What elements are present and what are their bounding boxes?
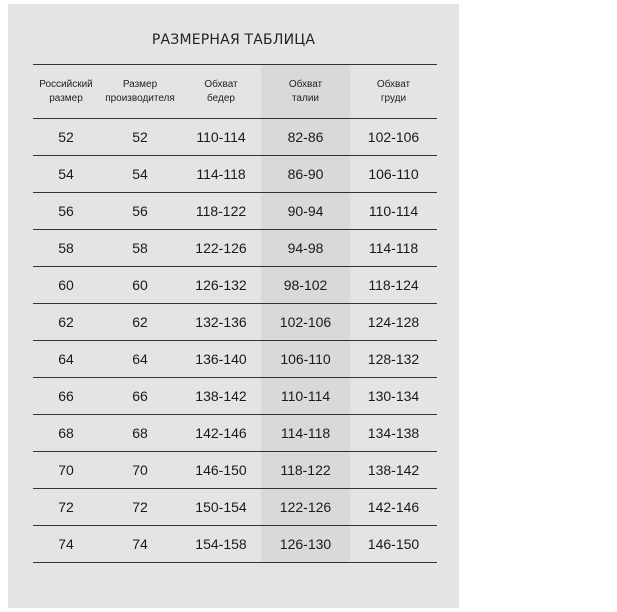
- cell-chest-girth: 146-150: [367, 536, 420, 552]
- size-chart-sheet: [8, 4, 459, 608]
- cell-waist-girth: 102-106: [261, 304, 350, 340]
- cell-russian-size: 68: [58, 425, 74, 441]
- cell-manufacturer-size: 58: [132, 240, 148, 256]
- cell-hip-girth: 146-150: [195, 462, 247, 478]
- cell-waist-girth: 126-130: [261, 526, 350, 562]
- cell-manufacturer-size: 52: [132, 129, 148, 145]
- table-row: [33, 267, 437, 304]
- cell-manufacturer-size: 72: [132, 499, 148, 515]
- cell-chest-girth: 118-124: [368, 277, 419, 293]
- table-row: [33, 452, 437, 489]
- cell-chest-girth: 114-118: [368, 240, 419, 256]
- cell-waist-girth: 98-102: [261, 267, 350, 303]
- table-row: [33, 156, 437, 193]
- table-row: [33, 378, 437, 415]
- size-table: [33, 64, 437, 563]
- cell-waist-girth: 82-86: [261, 119, 350, 155]
- cell-manufacturer-size: 74: [132, 536, 148, 552]
- table-row: [33, 341, 437, 378]
- cell-hip-girth: 132-136: [195, 314, 247, 330]
- cell-russian-size: 62: [58, 314, 74, 330]
- cell-russian-size: 64: [58, 351, 74, 367]
- table-row: [33, 193, 437, 230]
- cell-chest-girth: 130-134: [367, 388, 420, 404]
- cell-chest-girth: 124-128: [367, 314, 420, 330]
- cell-russian-size: 74: [58, 536, 74, 552]
- cell-waist-girth: 110-114: [261, 378, 350, 414]
- cell-manufacturer-size: 64: [132, 351, 148, 367]
- table-row: [33, 230, 437, 267]
- table-row: [33, 415, 437, 452]
- cell-manufacturer-size: 56: [132, 203, 148, 219]
- cell-russian-size: 56: [58, 203, 74, 219]
- header-russian-size: Российский размер: [39, 78, 93, 104]
- page-title: РАЗМЕРНАЯ ТАБЛИЦА: [151, 32, 316, 48]
- header-chest-girth: Обхват груди: [376, 78, 411, 104]
- cell-chest-girth: 138-142: [367, 462, 420, 478]
- cell-manufacturer-size: 62: [132, 314, 148, 330]
- cell-waist-girth: 122-126: [261, 489, 350, 525]
- cell-manufacturer-size: 54: [132, 166, 148, 182]
- cell-russian-size: 52: [58, 129, 74, 145]
- cell-chest-girth: 110-114: [368, 203, 419, 219]
- cell-russian-size: 54: [58, 166, 74, 182]
- cell-chest-girth: 128-132: [367, 351, 420, 367]
- header-manufacturer-size: Размер производителя: [105, 78, 175, 104]
- table-row: [33, 304, 437, 341]
- cell-waist-girth: 118-122: [261, 452, 350, 488]
- cell-waist-girth: 94-98: [261, 230, 350, 266]
- cell-chest-girth: 134-138: [367, 425, 420, 441]
- cell-hip-girth: 138-142: [195, 388, 247, 404]
- cell-hip-girth: 122-126: [195, 240, 247, 256]
- cell-manufacturer-size: 66: [132, 388, 148, 404]
- cell-waist-girth: 86-90: [261, 156, 350, 192]
- cell-manufacturer-size: 68: [132, 425, 148, 441]
- cell-chest-girth: 102-106: [367, 129, 420, 145]
- cell-chest-girth: 142-146: [367, 499, 420, 515]
- cell-waist-girth: 106-110: [261, 341, 350, 377]
- cell-hip-girth: 110-114: [196, 129, 246, 145]
- cell-hip-girth: 118-122: [195, 203, 247, 219]
- cell-waist-girth: 90-94: [261, 193, 350, 229]
- header-waist-girth: Обхват талии: [261, 65, 350, 118]
- cell-hip-girth: 136-140: [195, 351, 247, 367]
- cell-hip-girth: 114-118: [196, 166, 246, 182]
- cell-waist-girth: 114-118: [261, 415, 350, 451]
- cell-manufacturer-size: 60: [132, 277, 148, 293]
- cell-hip-girth: 142-146: [195, 425, 247, 441]
- cell-hip-girth: 150-154: [195, 499, 247, 515]
- cell-russian-size: 70: [58, 462, 74, 478]
- table-row: [33, 119, 437, 156]
- cell-russian-size: 58: [58, 240, 74, 256]
- cell-hip-girth: 126-132: [195, 277, 247, 293]
- cell-chest-girth: 106-110: [368, 166, 419, 182]
- table-header-row: [33, 65, 437, 119]
- cell-manufacturer-size: 70: [132, 462, 148, 478]
- cell-russian-size: 72: [58, 499, 74, 515]
- table-row: [33, 526, 437, 563]
- cell-hip-girth: 154-158: [195, 536, 247, 552]
- cell-russian-size: 60: [58, 277, 74, 293]
- cell-russian-size: 66: [58, 388, 74, 404]
- table-row: [33, 489, 437, 526]
- header-hip-girth: Обхват бедер: [204, 78, 238, 104]
